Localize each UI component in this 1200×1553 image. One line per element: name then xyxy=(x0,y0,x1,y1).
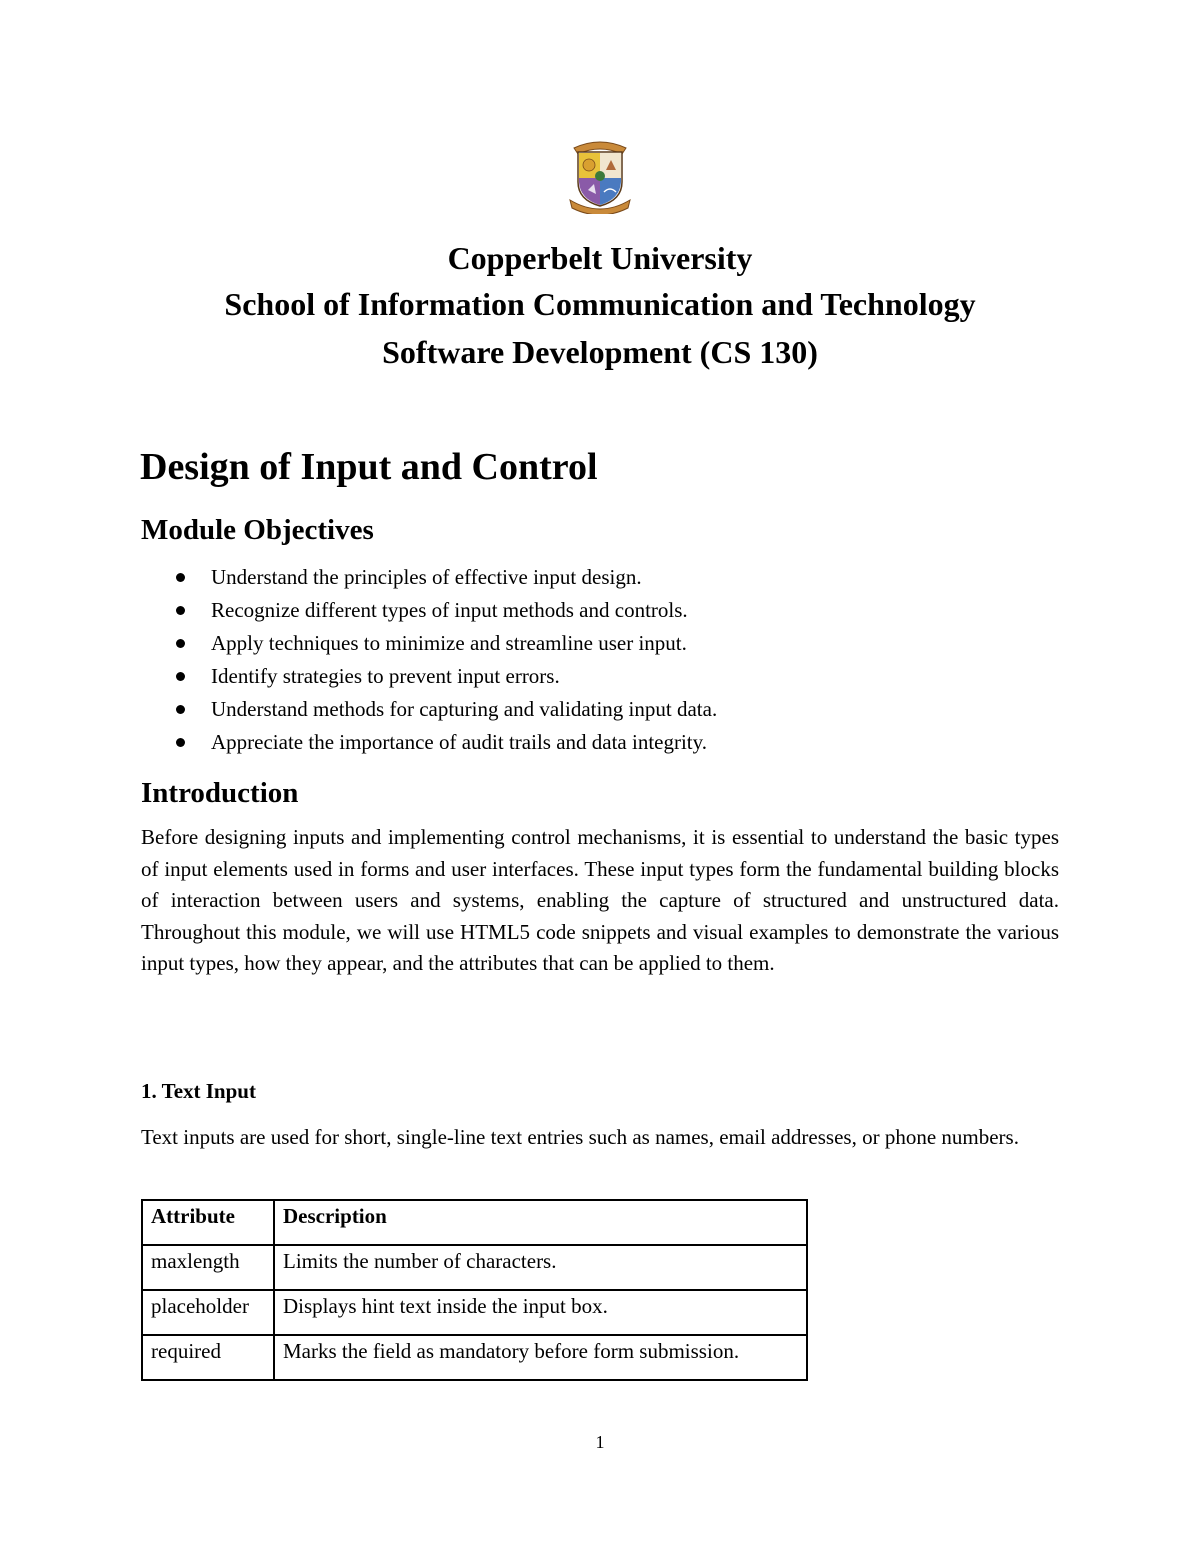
table-header-cell: Attribute xyxy=(142,1200,274,1245)
objective-item: Apply techniques to minimize and streamline user input. xyxy=(141,627,717,660)
objectives-heading: Module Objectives xyxy=(141,514,374,546)
objectives-list xyxy=(141,561,717,759)
introduction-paragraph: Before designing inputs and implementing control mechanisms, it is essential to understand the basic types of input elements used in forms and user interfaces. These input types form the fundamental building blocks of interaction between users and systems, enabling the capture of structured and unstructured data. Throughout this module, we will use HTML5 code snippets and visual examples to demonstrate the various input types, how they appear, and the attributes that can be applied to them. xyxy=(141,825,1059,975)
objective-item: Understand methods for capturing and validating input data. xyxy=(141,693,717,726)
bullet-icon xyxy=(176,738,185,747)
table-cell: Marks the field as mandatory before form submission. xyxy=(274,1335,807,1380)
bullet-icon xyxy=(176,606,185,615)
table-row xyxy=(142,1335,807,1380)
objective-item: Understand the principles of effective input design. xyxy=(141,561,717,594)
bullet-icon xyxy=(176,672,185,681)
table-cell: required xyxy=(142,1335,274,1380)
table-cell: Limits the number of characters. xyxy=(274,1245,807,1290)
bullet-icon xyxy=(176,639,185,648)
document-title: Design of Input and Control xyxy=(140,446,598,488)
table-header-cell: Description xyxy=(274,1200,807,1245)
objective-item: Identify strategies to prevent input errors. xyxy=(141,660,717,693)
introduction-heading: Introduction xyxy=(141,777,299,809)
bullet-icon xyxy=(176,705,185,714)
table-row xyxy=(142,1245,807,1290)
attribute-table xyxy=(141,1199,808,1381)
objective-item: Appreciate the importance of audit trails and data integrity. xyxy=(141,726,717,759)
text-input-heading: 1. Text Input xyxy=(141,1079,256,1103)
table-cell: maxlength xyxy=(142,1245,274,1290)
bullet-icon xyxy=(176,573,185,582)
school-name: School of Information Communication and Technology xyxy=(224,286,976,322)
text-input-paragraph: Text inputs are used for short, single-line text entries such as names, email addresses, or phone numbers. xyxy=(141,1125,1019,1149)
course-name: Software Development (CS 130) xyxy=(382,334,818,370)
table-row xyxy=(142,1290,807,1335)
university-name: Copperbelt University xyxy=(447,240,753,276)
university-crest-logo xyxy=(566,138,634,214)
table-header-row xyxy=(142,1200,807,1245)
objective-item: Recognize different types of input methods and controls. xyxy=(141,594,717,627)
table-cell: placeholder xyxy=(142,1290,274,1335)
table-cell: Displays hint text inside the input box. xyxy=(274,1290,807,1335)
page-number: 1 xyxy=(595,1432,605,1452)
